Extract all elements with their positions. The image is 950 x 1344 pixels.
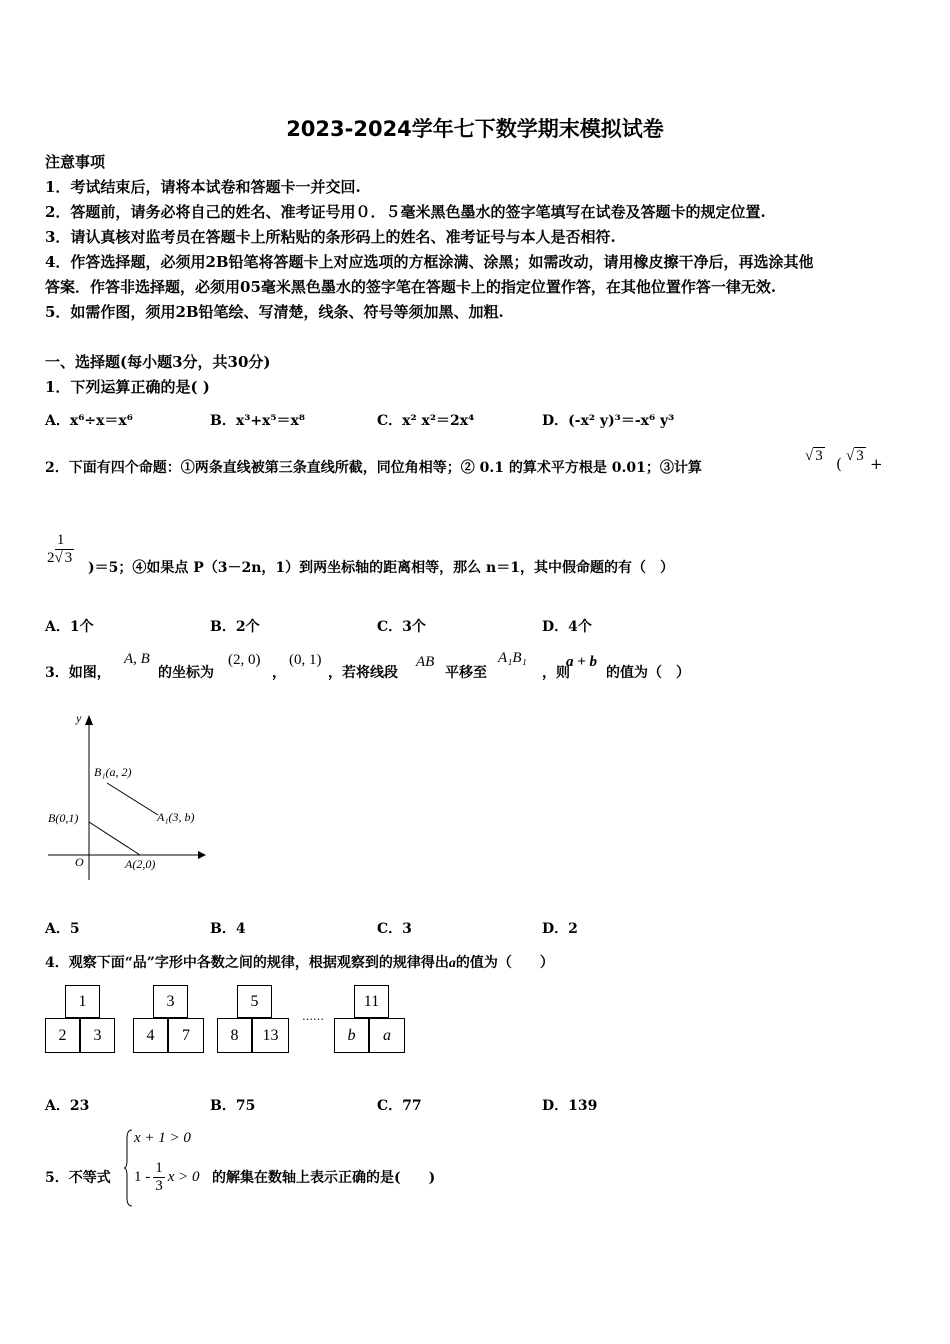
pin-shape-3-top: 5 [237, 985, 272, 1018]
q3-stem-3: ，若将线段 [328, 665, 398, 681]
q4-option-c: C．77 [377, 1098, 422, 1114]
q4-option-a: A．23 [45, 1098, 90, 1114]
q2-line2: )＝5；④如果点 P（3－2n，1）到两坐标轴的距离相等，那么 n＝1，其中假命题的有（ ） [88, 560, 674, 576]
notice-item-4-cont: 答案．作答非选择题，必须用05毫米黑色墨水的签字笔在答题卡上的指定位置作答，在其他位置作答一律无效. [45, 278, 777, 296]
q4-option-b: B．75 [210, 1098, 256, 1114]
q2-sqrt3-b: √ 3 [846, 448, 864, 464]
q1-option-a: A．x⁶÷x＝x⁶ [45, 413, 133, 429]
pin-shape-2-top: 3 [153, 985, 188, 1018]
q3-option-d: D．2 [542, 921, 578, 937]
pin-shape-1-top: 1 [65, 985, 100, 1018]
ellipsis: …… [302, 1010, 324, 1023]
q1-stem: 1．下列运算正确的是( ) [45, 378, 210, 396]
q2-line1: 2．下面有四个命题：①两条直线被第三条直线所截，同位角相等；② 0.1 的算术平方根是 0.01；③计算 [45, 460, 702, 476]
q3-comma: ， [272, 665, 286, 681]
pin-shape-2-left: 4 [133, 1018, 168, 1053]
segment-ab [89, 822, 140, 855]
q3-expr: a + b [566, 654, 598, 670]
pin-shape-3-right: 13 [252, 1018, 289, 1053]
q3-seg-a1b1: A₁B₁ [498, 650, 527, 666]
a1-label: A₁(3, b) [157, 810, 195, 824]
b-label: B(0,1) [48, 811, 79, 825]
q2-plus: + [870, 455, 883, 473]
q5-inequality-2: 1 - $\frac{1}{3}$ x > 0 [134, 1160, 200, 1194]
q2-paren: ( [836, 455, 842, 473]
pin-shape-4-right: a [369, 1018, 405, 1053]
notice-item-2: 2．答题前，请务必将自己的姓名、准考证号用０．５毫米黑色墨水的签字笔填写在试卷及答题卡的规定位置. [45, 203, 766, 221]
y-label: y [76, 711, 82, 725]
q1-option-b: B．x³+x⁵＝x⁸ [210, 413, 306, 429]
q3-stem-4: 平移至 [445, 665, 487, 681]
a-label: A(2,0) [125, 857, 156, 871]
q3-stem-6: 的值为（ ） [606, 665, 690, 681]
q1-option-d: D．(-x² y)³＝-x⁶ y³ [542, 413, 675, 429]
pin-shape-2-right: 7 [168, 1018, 204, 1053]
b1-label: B₁(a, 2) [94, 765, 132, 779]
q5-inequality-1: x + 1 > 0 [134, 1130, 191, 1146]
q3-graph [40, 705, 240, 890]
q3-coord-b: (0, 1) [289, 652, 322, 668]
q4-option-d: D．139 [542, 1098, 598, 1114]
q3-stem-1: 3．如图， [45, 665, 111, 681]
q5-stem-pre: 5．不等式 [45, 1170, 111, 1186]
q2-sqrt3-a: √ 3 [805, 448, 823, 464]
q3-option-b: B．4 [210, 921, 246, 937]
q3-stem-5: ，则 [542, 665, 570, 681]
q2-option-b: B．2个 [210, 619, 260, 635]
q2-option-c: C．3个 [377, 619, 426, 635]
notice-item-5: 5．如需作图，须用2B铅笔绘、写清楚，线条、符号等须加黑、加粗. [45, 303, 504, 321]
q3-option-a: A．5 [45, 921, 80, 937]
q2-option-d: D．4个 [542, 619, 592, 635]
notice-item-1: 1．考试结束后，请将本试卷和答题卡一并交回. [45, 178, 361, 196]
section-heading: 一、选择题(每小题3分，共30分) [45, 353, 271, 371]
notice-heading: 注意事项 [45, 153, 106, 171]
q3-coord-a: (2, 0) [228, 652, 261, 668]
pin-shape-4-top: 11 [354, 985, 389, 1018]
notice-item-4: 4．作答选择题，必须用2B铅笔将答题卡上对应选项的方框涂满、涂黑；如需改动，请用橡皮擦干净后，再选涂其他 [45, 253, 814, 271]
page-title: 2023-2024学年七下数学期末模拟试卷 [286, 117, 664, 141]
y-axis-arrow [85, 715, 93, 725]
q4-stem: 4．观察下面“品”字形中各数之间的规律，根据观察到的规律得出a的值为（ ） [45, 955, 554, 971]
pin-shape-1-right: 3 [80, 1018, 115, 1053]
pin-shape-4-left: b [334, 1018, 369, 1053]
q3-ab: A, B [124, 651, 150, 667]
q3-stem-2: 的坐标为 [158, 665, 214, 681]
q1-option-c: C．x² x²＝2x⁴ [377, 413, 475, 429]
segment-a1b1 [107, 783, 158, 815]
origin-label: O [75, 855, 84, 869]
x-axis-arrow [198, 851, 206, 859]
q3-option-c: C．3 [377, 921, 412, 937]
pin-shape-3-left: 8 [217, 1018, 252, 1053]
q5-stem-post: 的解集在数轴上表示正确的是( ) [212, 1170, 436, 1186]
q3-seg-ab: AB [416, 654, 435, 670]
q5-brace [124, 1128, 134, 1208]
notice-item-3: 3．请认真核对监考员在答题卡上所粘贴的条形码上的姓名、准考证号与本人是否相符. [45, 228, 616, 246]
pin-shape-1-left: 2 [45, 1018, 80, 1053]
q2-option-a: A．1个 [45, 619, 94, 635]
q2-fraction: $\frac{1}{2√ 3}$ [47, 532, 73, 566]
